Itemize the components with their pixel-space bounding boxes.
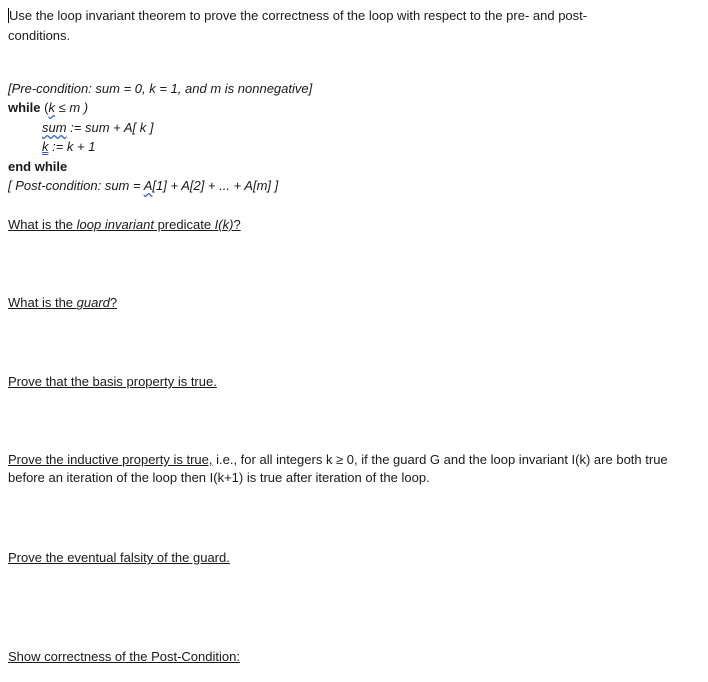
post-array-a: A xyxy=(143,178,153,193)
question-loop-invariant: What is the loop invariant predicate I(k)? xyxy=(8,217,241,232)
sum-variable: sum xyxy=(42,120,67,135)
end-while: end while xyxy=(8,159,68,174)
post-condition: [ Post-condition: sum = A[1] + A[2] + ... + A[m] ] xyxy=(8,178,279,193)
k-variable: k xyxy=(42,139,49,154)
while-keyword: while xyxy=(8,100,41,115)
while-line: while (k ≤ m ) xyxy=(8,100,89,115)
pre-condition: [Pre-condition: sum = 0, k = 1, and m is nonnegative] xyxy=(8,81,313,96)
question-guard: What is the guard? xyxy=(8,295,118,310)
statement-sum: sum := sum + A[ k ] xyxy=(42,120,154,135)
while-variable-k: k xyxy=(48,100,55,115)
question-inductive-property: Prove the inductive property is true, i.e., for all integers k ≥ 0, if the guard G and the loop invariant I(k) are both true before an iteration of the loop then I(k+1) is true after iteration of the loop. xyxy=(8,452,668,485)
intro-line-1: Use the loop invariant theorem to prove the correctness of the loop with respect to the pre- and post- xyxy=(9,8,588,23)
question-post-condition: Show correctness of the Post-Condition: xyxy=(8,649,240,664)
question-eventual-falsity: Prove the eventual falsity of the guard. xyxy=(8,550,230,565)
statement-k: k := k + 1 xyxy=(42,139,96,154)
intro-line-2: conditions. xyxy=(8,28,71,43)
question-basis-property: Prove that the basis property is true. xyxy=(8,374,217,389)
